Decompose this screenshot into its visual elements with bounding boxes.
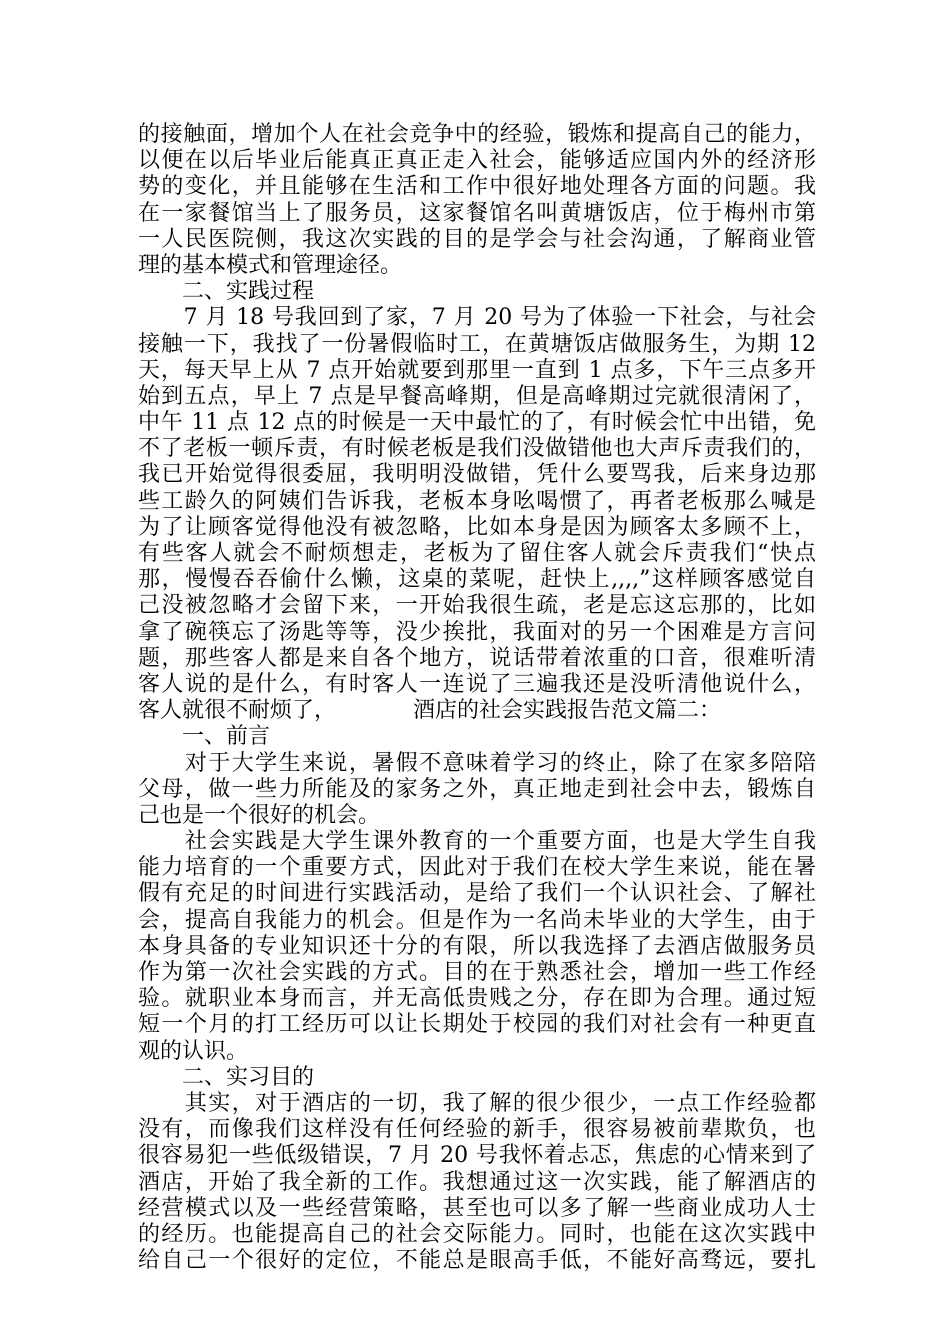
text-line: 些工龄久的阿姨们告诉我，老板本身吆喝惯了，再者老板那么喊是 (138, 488, 816, 514)
text-line: 客人就很不耐烦了， 酒店的社会实践报告范文篇二： (138, 698, 722, 724)
text-line: 中午 11 点 12 点的时候是一天中最忙的了，有时候会忙中出错，免 (138, 410, 816, 436)
text-line: 理的基本模式和管理途径。 (138, 252, 403, 278)
text-line: 能力培育的一个重要方式，因此对于我们在校大学生来说，能在暑 (138, 855, 816, 881)
text-line: 以便在以后毕业后能真正真正走入社会，能够适应国内外的经济形 (138, 148, 816, 174)
text-line: 作为第一次社会实践的方式。目的在于熟悉社会，增加一些工作经 (138, 960, 816, 985)
text-line: 为了让顾客觉得他没有被忽略，比如本身是因为顾客太多顾不上， (138, 514, 816, 540)
text-line: 对于大学生来说，暑假不意味着学习的终止，除了在家多陪陪 (138, 750, 816, 776)
text-line: 题，那些客人都是来自各个地方，说话带着浓重的口音，很难听清 (138, 645, 816, 671)
text-line: 客人说的是什么，有时客人一连说了三遍我还是没听清他说什么， (138, 671, 816, 697)
text-line: 短一个月的打工经历可以让长期处于校园的我们对社会有一种更直 (138, 1012, 816, 1038)
text-line: 验。就职业本身而言，并无高低贵贱之分，存在即为合理。通过短 (138, 986, 816, 1012)
text-line: 其实，对于酒店的一切，我了解的很少很少，一点工作经验都 (138, 1090, 816, 1116)
text-line: 那，慢慢吞吞偷什么懒，这桌的菜呢，赶快上,,,,”这样顾客感觉自 (138, 567, 816, 593)
text-line: 在一家餐馆当上了服务员，这家餐馆名叫黄塘饭店，位于梅州市第 (138, 200, 816, 226)
text-line: 天，每天早上从 7 点开始就要到那里一直到 1 点多，下午三点多开 (138, 357, 816, 383)
text-line: 7 月 18 号我回到了家，7 月 20 号为了体验一下社会，与社会 (138, 305, 816, 331)
text-line: 没有，而像我们这样没有任何经验的新手，很容易被前辈欺负，也 (138, 1117, 816, 1143)
text-line: 己也是一个很好的机会。 (138, 802, 381, 828)
text-line: 社会实践是大学生课外教育的一个重要方面，也是大学生自我 (138, 829, 816, 855)
text-line: 接触一下，我找了一份暑假临时工，在黄塘饭店做服务生，为期 12 (138, 331, 816, 357)
text-line: 父母，做一些力所能及的家务之外，真正地走到社会中去，锻炼自 (138, 776, 816, 802)
text-line: 我已开始觉得很委屈，我明明没做错，凭什么要骂我，后来身边那 (138, 462, 816, 488)
text-line: 二、实践过程 (138, 279, 315, 305)
text-line: 势的变化，并且能够在生活和工作中很好地处理各方面的问题。我 (138, 174, 816, 200)
text-line: 己没被忽略才会留下来，一开始我很生疏，老是忘这忘那的，比如 (138, 593, 816, 619)
text-line: 一、前言 (138, 724, 271, 750)
text-line: 酒店，开始了我全新的工作。我想通过这一次实践，能了解酒店的 (138, 1169, 816, 1195)
text-line: 观的认识。 (138, 1038, 249, 1064)
text-line: 的接触面，增加个人在社会竞争中的经验，锻炼和提高自己的能力， (138, 122, 816, 147)
text-line: 一人民医院侧，我这次实践的目的是学会与社会沟通，了解商业管 (138, 226, 816, 252)
text-line: 经营模式以及一些经营策略，甚至也可以多了解一些商业成功人士 (138, 1195, 816, 1221)
text-line: 给自己一个很好的定位，不能总是眼高手低，不能好高骛远，要扎 (138, 1248, 816, 1274)
text-line: 拿了碗筷忘了汤匙等等，没少挨批，我面对的另一个困难是方言问 (138, 619, 816, 645)
text-line: 不了老板一顿斥责，有时候老板是我们没做错他也大声斥责我们的， (138, 436, 816, 462)
document-page (138, 122, 816, 1274)
text-line: 的经历。也能提高自己的社会交际能力。同时，也能在这次实践中 (138, 1221, 816, 1247)
text-line: 二、实习目的 (138, 1064, 315, 1090)
text-line: 很容易犯一些低级错误，7 月 20 号我怀着忐忑，焦虑的心情来到了 (138, 1143, 816, 1169)
text-line: 有些客人就会不耐烦想走，老板为了留住客人就会斥责我们“快点 (138, 541, 816, 566)
text-line: 假有充足的时间进行实践活动，是给了我们一个认识社会、了解社 (138, 881, 816, 907)
text-line: 会，提高自我能力的机会。但是作为一名尚未毕业的大学生，由于 (138, 907, 816, 933)
text-line: 本身具备的专业知识还十分的有限，所以我选择了去酒店做服务员 (138, 933, 816, 959)
text-line: 始到五点，早上 7 点是早餐高峰期，但是高峰期过完就很清闲了， (138, 383, 816, 409)
